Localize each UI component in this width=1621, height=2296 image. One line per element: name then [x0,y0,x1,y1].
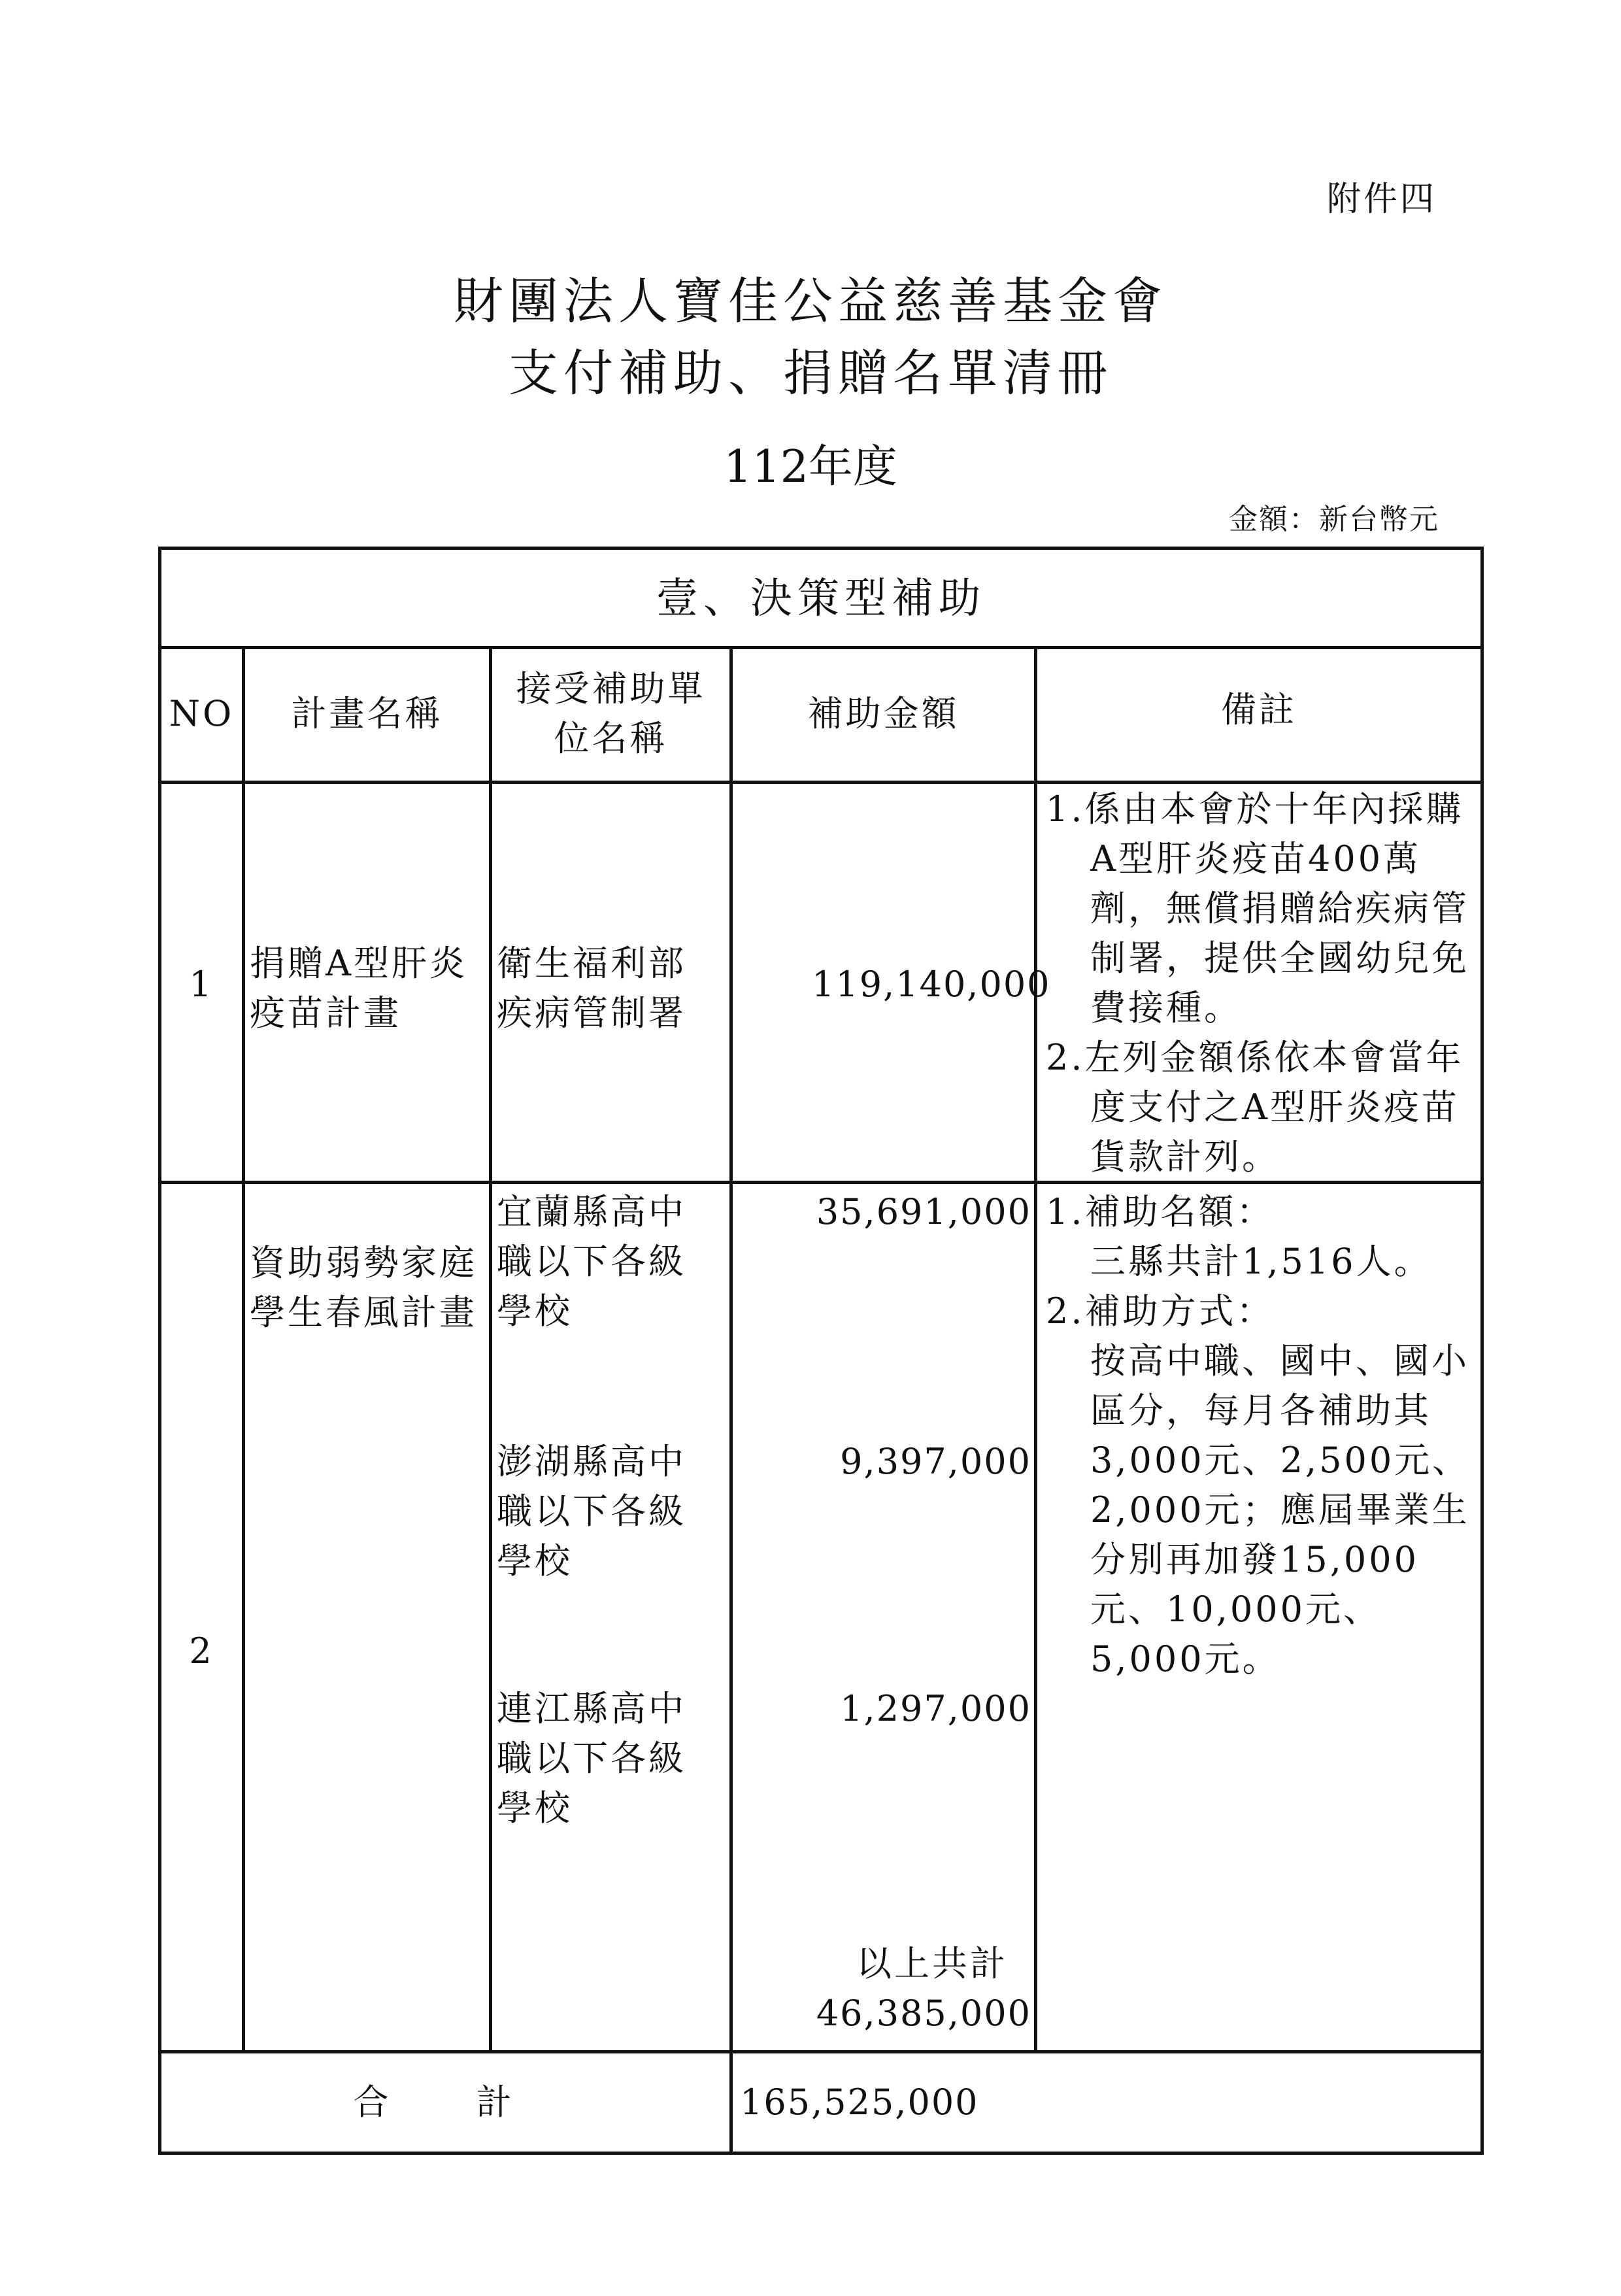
grant-table [158,547,1484,2155]
row1-remarks [1046,785,1477,1182]
header-recipient [492,664,729,764]
row2-project [250,1238,485,1338]
row2-amount-yilan: 35,691,000 [816,1191,1031,1232]
table-divider-header [158,781,1484,784]
recipient-lienchiang-line2: 職以下各級 [497,1738,686,1779]
row1-project-line2: 疫苗計畫 [250,992,401,1034]
recipient-lienchiang-line1: 連江縣高中 [497,1688,686,1729]
header-remarks: 備註 [1221,689,1297,730]
header-no: NO [169,693,235,734]
row2-subtotal-label: 以上共計 [856,1943,1008,1984]
table-border-right [1480,547,1484,2155]
table-border-left [158,547,161,2155]
table-border-top [158,547,1484,550]
row1-recipient [497,939,726,1038]
row1-remark-1: 1.係由本會於十年內採購A型肝炎疫苗400萬劑，無償捐贈給疾病管制署，提供全國幼兒免費接種。 [1046,788,1469,1028]
row1-recipient-line2: 疾病管制署 [497,992,686,1034]
row2-remark-1: 1.補助名額： [1046,1191,1275,1232]
recipient-penghu-line3: 學校 [497,1540,573,1581]
col-divider-no [242,646,245,2053]
table-divider-row2 [158,2050,1484,2053]
recipient-penghu-line1: 澎湖縣高中 [497,1441,686,1482]
recipient-yilan-line1: 宜蘭縣高中 [497,1191,686,1232]
header-recipient-line2: 位名稱 [554,718,668,759]
row2-amount-penghu: 9,397,000 [840,1441,1031,1482]
row1-amount: 119,140,000 [812,964,1051,1005]
col-divider-amount [1034,646,1037,2053]
total-amount: 165,525,000 [740,2082,979,2123]
recipient-lienchiang-line3: 學校 [497,1787,573,1829]
row2-amount-lienchiang: 1,297,000 [840,1688,1031,1729]
document-subtitle: 支付補助、捐贈名單清冊 [509,344,1112,402]
row2-remark-1-detail: 三縣共計1,516人。 [1090,1241,1432,1282]
row2-recipient-lienchiang [497,1684,726,1833]
row2-remarks [1046,1187,1477,1684]
row2-no: 2 [189,1630,214,1672]
header-recipient-line1: 接受補助單 [516,668,706,709]
currency-note: 金額：新台幣元 [1229,503,1439,536]
recipient-yilan-line2: 職以下各級 [497,1241,686,1282]
col-divider-project [489,646,492,2053]
total-label: 合 計 [353,2082,538,2123]
section-title: 壹、決策型補助 [656,575,986,623]
row2-recipient-penghu [497,1437,726,1586]
header-project: 計畫名稱 [291,693,443,734]
row1-recipient-line1: 衛生福利部 [497,943,686,984]
recipient-yilan-line3: 學校 [497,1291,573,1332]
row1-remark-2: 2.左列金額係依本會當年度支付之A型肝炎疫苗貨款計列。 [1046,1037,1464,1177]
row2-subtotal-amount: 46,385,000 [816,1993,1031,2034]
row2-project-line2: 學生春風計畫 [250,1292,477,1333]
recipient-penghu-line2: 職以下各級 [497,1491,686,1532]
table-divider-section [158,646,1484,649]
row2-recipient-yilan [497,1187,726,1336]
row1-project-line1: 捐贈A型肝炎 [250,943,467,984]
header-amount: 補助金額 [807,693,960,734]
document-title: 財團法人寶佳公益慈善基金會 [454,272,1167,330]
fiscal-year: 112年度 [724,441,897,493]
row2-remark-2: 2.補助方式： [1046,1291,1275,1332]
table-border-bottom [158,2152,1484,2155]
row1-project [250,939,485,1038]
row1-no: 1 [189,964,214,1005]
row2-remark-2-detail: 按高中職、國中、國小區分，每月各補助其3,000元、2,500元、2,000元；應屆畢業生分別再加發15,000元、10,000元、5,000元。 [1090,1340,1471,1680]
col-divider-recipient [729,646,733,2155]
row2-subtotal [733,1939,1008,1989]
attachment-label: 附件四 [1327,180,1437,219]
row2-project-line1: 資助弱勢家庭 [250,1242,477,1283]
